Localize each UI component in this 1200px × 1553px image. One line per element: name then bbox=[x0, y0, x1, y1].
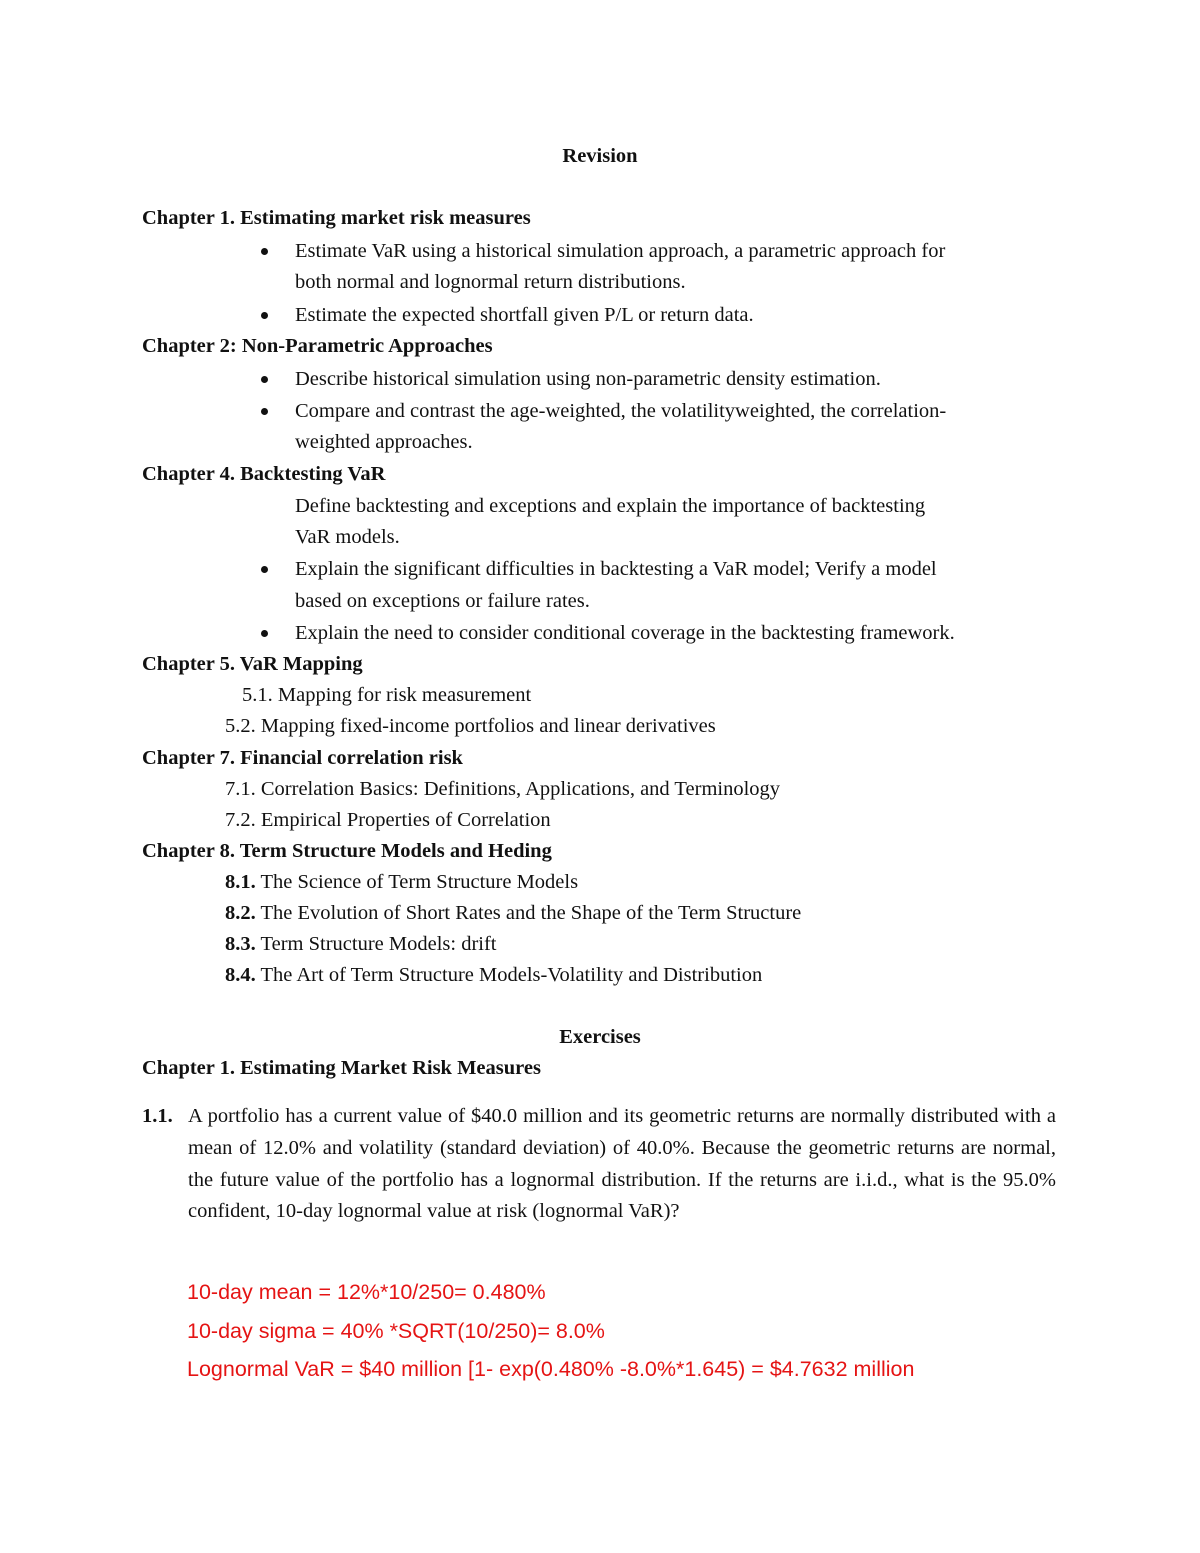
answer-line-3: Lognormal VaR = $40 million [1- exp(0.480% -8.0%*1.645) = $4.7632 million bbox=[187, 1357, 915, 1381]
ch8-item-3: 8.3. Term Structure Models: drift bbox=[225, 933, 497, 955]
question-text: A portfolio has a current value of $40.0 million and its geometric returns are normally distributed with a mean of 12.0% and volatility (standard deviation) of 40.0%. Because the geometric returns are normal, the future value of the portfolio has a lognormal distribution. If the returns are i.i.d., what is the 95.0% confident, 10-day lognormal value at risk (lognormal VaR)? bbox=[188, 1105, 1056, 1223]
bullet-icon bbox=[261, 566, 268, 573]
bullet-icon bbox=[261, 630, 268, 637]
ch1-item1-line1: Estimate VaR using a historical simulation approach, a parametric approach for bbox=[295, 240, 946, 262]
ch4-heading: Chapter 4. Backtesting VaR bbox=[142, 463, 386, 485]
revision-title: Revision bbox=[562, 145, 638, 167]
ch2-item2-line2: weighted approaches. bbox=[295, 431, 473, 453]
exercises-title: Exercises bbox=[559, 1026, 641, 1048]
ch4-item1-line2: VaR models. bbox=[295, 526, 400, 548]
ch1-heading: Chapter 1. Estimating market risk measures bbox=[142, 207, 531, 229]
ch8-item-1: 8.1. The Science of Term Structure Models bbox=[225, 871, 579, 893]
ch8-item-4: 8.4. The Art of Term Structure Models-Volatility and Distribution bbox=[225, 964, 763, 986]
ch7-item2: 7.2. Empirical Properties of Correlation bbox=[225, 809, 551, 831]
ch4-item1-line1: Define backtesting and exceptions and explain the importance of backtesting bbox=[295, 495, 926, 517]
ch5-heading: Chapter 5. VaR Mapping bbox=[142, 653, 363, 675]
bullet-icon bbox=[261, 376, 268, 383]
ch2-item1: Describe historical simulation using non-parametric density estimation. bbox=[295, 368, 881, 390]
ch4-item2-line1: Explain the significant difficulties in backtesting a VaR model; Verify a model bbox=[295, 558, 937, 580]
ch4-item2-line2: based on exceptions or failure rates. bbox=[295, 590, 590, 612]
ch8-heading: Chapter 8. Term Structure Models and Heding bbox=[142, 840, 552, 862]
exercises-chapter-heading: Chapter 1. Estimating Market Risk Measures bbox=[142, 1057, 541, 1079]
ch5-item2: 5.2. Mapping fixed-income portfolios and linear derivatives bbox=[225, 715, 716, 737]
ch8-item-2: 8.2. The Evolution of Short Rates and the Shape of the Term Structure bbox=[225, 902, 802, 924]
ch1-item1-line2: both normal and lognormal return distributions. bbox=[295, 271, 686, 293]
bullet-icon bbox=[261, 408, 268, 415]
ch4-item3: Explain the need to consider conditional coverage in the backtesting framework. bbox=[295, 622, 955, 644]
answer-line-2: 10-day sigma = 40% *SQRT(10/250)= 8.0% bbox=[187, 1319, 605, 1343]
ch7-heading: Chapter 7. Financial correlation risk bbox=[142, 747, 463, 769]
ch5-item1: 5.1. Mapping for risk measurement bbox=[242, 684, 532, 706]
answer-line-1: 10-day mean = 12%*10/250= 0.480% bbox=[187, 1280, 546, 1304]
bullet-icon bbox=[261, 248, 268, 255]
ch7-item1: 7.1. Correlation Basics: Definitions, Applications, and Terminology bbox=[225, 778, 781, 800]
ch2-heading: Chapter 2: Non-Parametric Approaches bbox=[142, 335, 493, 357]
question-number: 1.1. bbox=[142, 1105, 173, 1127]
bullet-icon bbox=[261, 312, 268, 319]
ch2-item2-line1: Compare and contrast the age-weighted, the volatilityweighted, the correlation- bbox=[295, 400, 947, 422]
ch1-item2: Estimate the expected shortfall given P/L or return data. bbox=[295, 304, 754, 326]
